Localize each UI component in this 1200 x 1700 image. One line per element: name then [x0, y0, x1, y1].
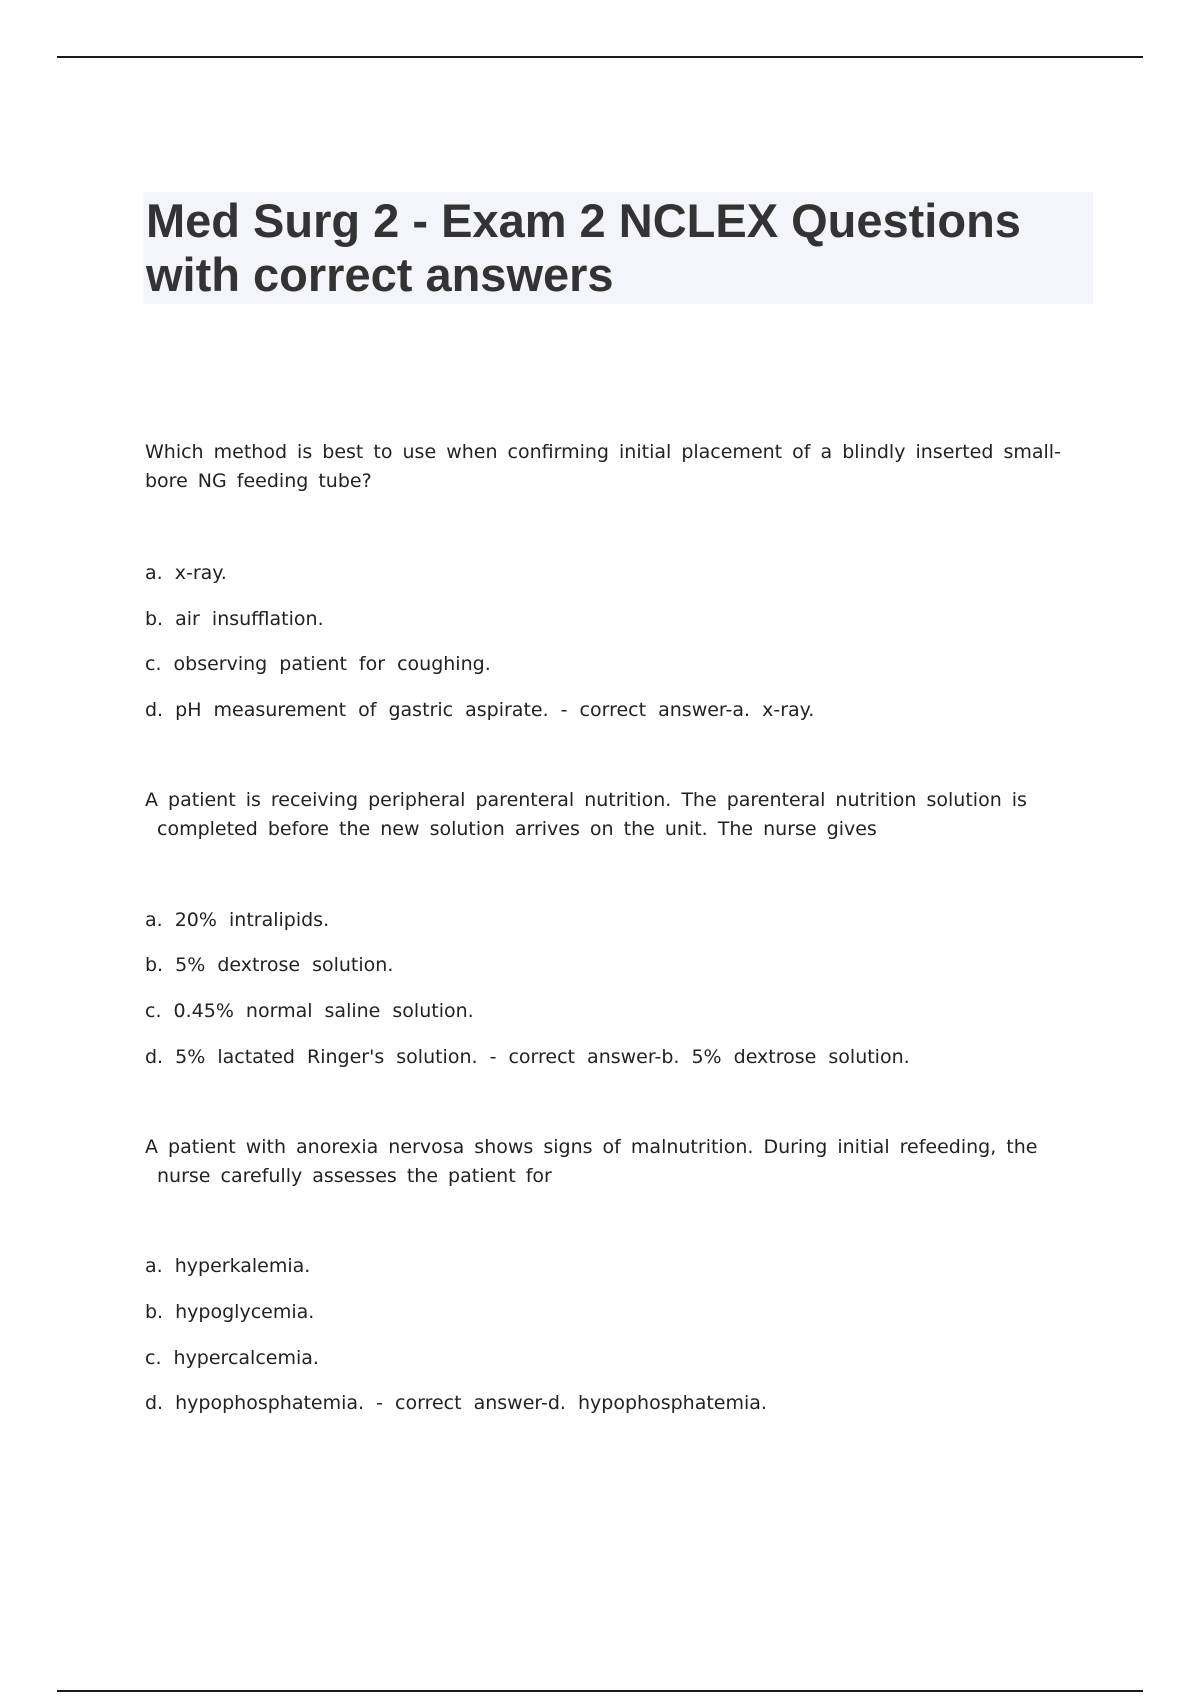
answer-option: b. hypoglycemia. — [145, 1301, 315, 1323]
answer-option-with-key: d. pH measurement of gastric aspirate. - correct answer-a. x-ray. — [145, 699, 815, 721]
question-stem — [145, 1133, 1087, 1191]
document-title: Med Surg 2 - Exam 2 NCLEX Questions with correct answers — [146, 194, 1021, 301]
answer-option: a. hyperkalemia. — [145, 1255, 311, 1277]
question-stem-line: nurse carefully assesses the patient for — [157, 1165, 552, 1187]
answer-option: b. 5% dextrose solution. — [145, 954, 394, 976]
question-stem — [145, 786, 1087, 844]
question-stem-line: A patient is receiving peripheral parenteral nutrition. The parenteral nutrition solution is — [145, 789, 1027, 811]
question-stem-line: bore NG feeding tube? — [145, 470, 372, 492]
top-rule — [57, 56, 1143, 58]
answer-option: c. hypercalcemia. — [145, 1347, 319, 1369]
answer-option: c. observing patient for coughing. — [145, 653, 491, 675]
question-stem-line: completed before the new solution arrives on the unit. The nurse gives — [157, 818, 877, 840]
bottom-rule — [57, 1690, 1143, 1692]
answer-option-with-key: d. hypophosphatemia. - correct answer-d. hypophosphatemia. — [145, 1392, 767, 1414]
question-stem-line: A patient with anorexia nervosa shows signs of malnutrition. During initial refeeding, the — [145, 1136, 1038, 1158]
answer-option: a. x-ray. — [145, 562, 227, 584]
question-stem-line: Which method is best to use when confirming initial placement of a blindly inserted small- — [145, 441, 1061, 463]
answer-option: b. air insufflation. — [145, 608, 324, 630]
answer-option: c. 0.45% normal saline solution. — [145, 1000, 474, 1022]
answer-option: a. 20% intralipids. — [145, 909, 330, 931]
question-stem — [145, 438, 1087, 496]
answer-option-with-key: d. 5% lactated Ringer's solution. - correct answer-b. 5% dextrose solution. — [145, 1046, 910, 1068]
